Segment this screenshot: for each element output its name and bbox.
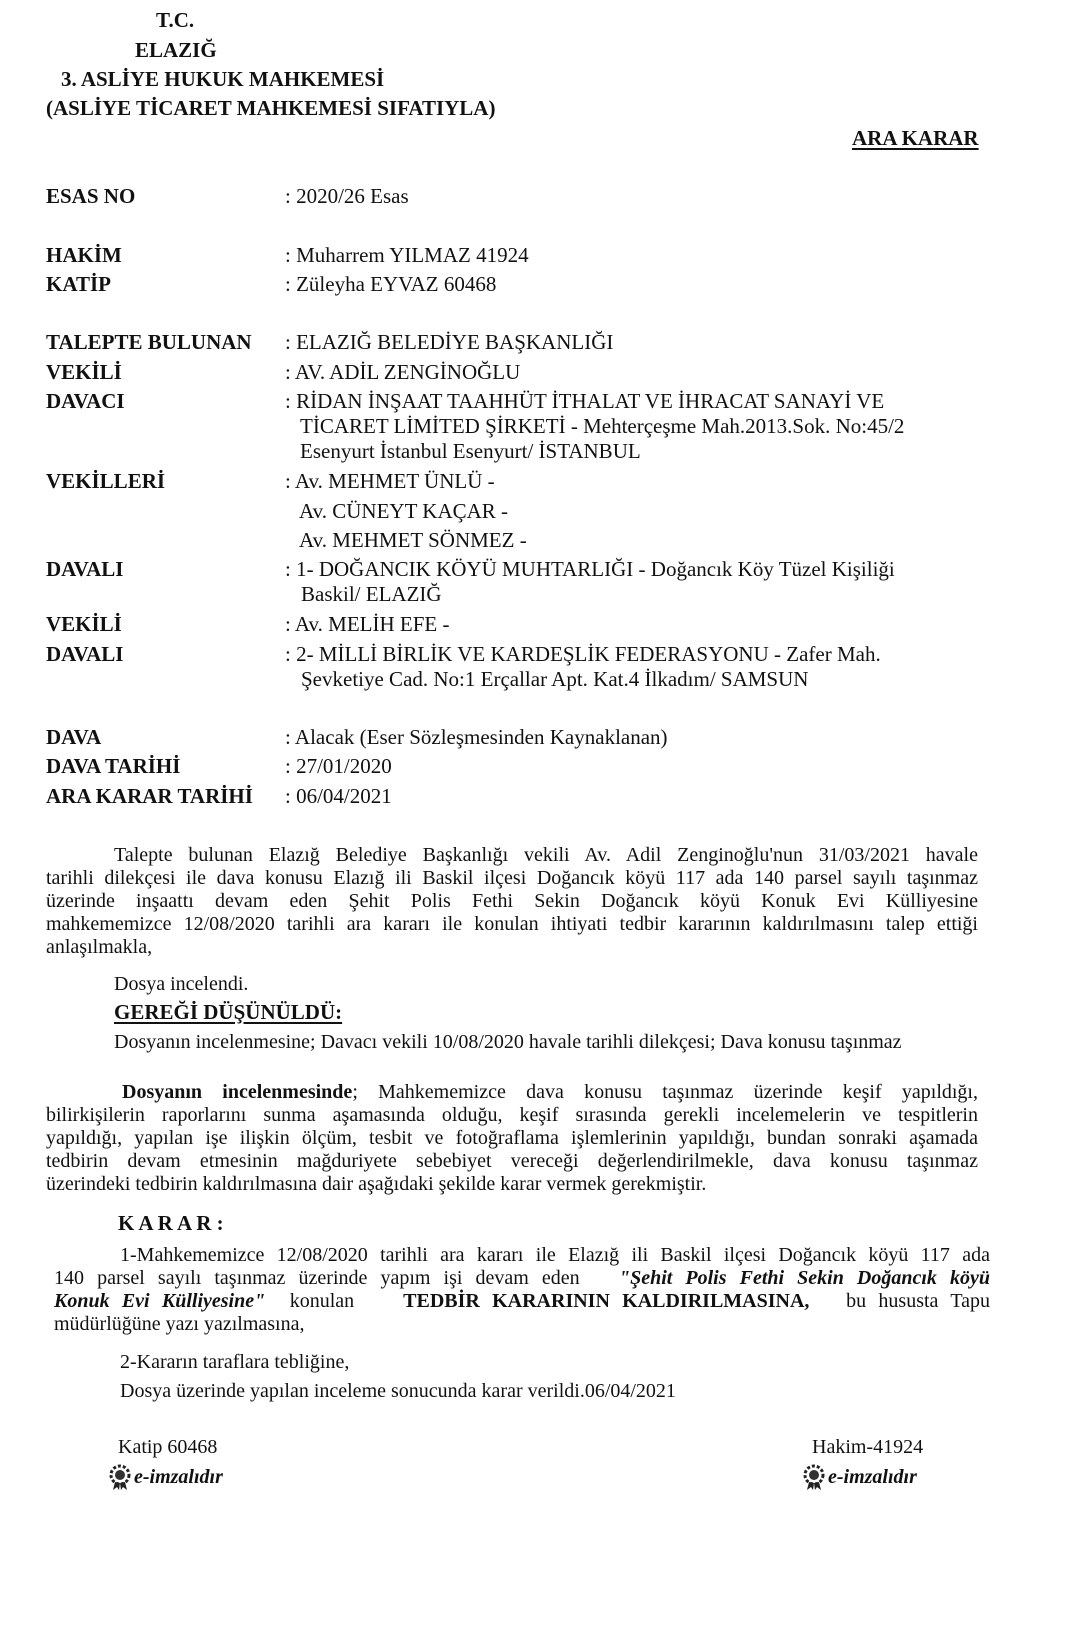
- file-examined: Dosya incelendi.: [114, 973, 249, 995]
- vekili-2-label: VEKİLİ: [46, 612, 122, 636]
- vekilleri-label: VEKİLLERİ: [46, 469, 166, 493]
- decision-item-2: 2-Kararın taraflara tebliğine,: [120, 1351, 350, 1373]
- decision-line-3-d: bu hususta Tapu: [846, 1290, 991, 1312]
- request-line-1: Talepte bulunan Elazığ Belediye Başkanlığı vekili Av. Adil Zenginoğlu'nun 31/03/2021 havale: [114, 844, 978, 866]
- e-signature-seal-icon: [108, 1464, 132, 1495]
- header-city: ELAZIĞ: [135, 38, 217, 62]
- davaci-line-1: : RİDAN İNŞAAT TAAHHÜT İTHALAT VE İHRACAT SANAYİ VE: [285, 389, 885, 413]
- ara-karar-tarihi-value: : 06/04/2021: [285, 784, 392, 808]
- vekilleri-line-2: Av. CÜNEYT KAÇAR -: [299, 499, 509, 523]
- examination-line-4: tedbirin devam etmesinin mağduriyete sebebiyet vereceği değerlendirilmekle, dava konusu taşınmaz: [46, 1150, 978, 1172]
- request-line-3: üzerinde inşaattı devam eden Şehit Polis Fethi Sekin Doğancık köyü Konuk Evi Külliyesine: [46, 890, 978, 912]
- closing-line: Dosya üzerinde yapılan inceleme sonucunda karar verildi.06/04/2021: [120, 1380, 676, 1402]
- davali-2-line-1: : 2- MİLLİ BİRLİK VE KARDEŞLİK FEDERASYONU - Zafer Mah.: [285, 642, 881, 666]
- gereği-heading: GEREĞİ DÜŞÜNÜLDÜ:: [114, 1000, 343, 1024]
- katip-esignature: [108, 1464, 223, 1495]
- davali-1-line-2: Baskil/ ELAZIĞ: [301, 582, 442, 606]
- decision-line-3-c: TEDBİR KARARININ KALDIRILMASINA,: [403, 1290, 810, 1312]
- decision-line-2-b: "Şehit Polis Fethi Sekin Doğancık köyü: [618, 1267, 991, 1289]
- karar-heading: K A R A R :: [118, 1211, 224, 1235]
- examination-line-5: üzerindeki tedbirin kaldırılmasına dair aşağıdaki şekilde karar vermek gerekmiştir.: [46, 1173, 707, 1195]
- davali-2-line-2: Şevketiye Cad. No:1 Erçallar Apt. Kat.4 İlkadım/ SAMSUN: [301, 667, 809, 691]
- dava-label: DAVA: [46, 725, 102, 749]
- vekili-value: : AV. ADİL ZENGİNOĞLU: [285, 360, 521, 384]
- vekili-2-value: : Av. MELİH EFE -: [285, 612, 450, 636]
- ara-karar-tarihi-label: ARA KARAR TARİHİ: [46, 784, 253, 808]
- request-line-2: tarihli dilekçesi ile dava konusu Elazığ ili Baskil ilçesi Doğancık köyü 117 ada 140 parsel sayılı taşınmaz: [46, 867, 978, 889]
- examination-line: Dosyanın incelenmesine; Davacı vekili 10/08/2020 havale tarihli dilekçesi; Dava konusu taşınmaz: [114, 1031, 902, 1053]
- davali-2-label: DAVALI: [46, 642, 124, 666]
- decision-line-2: [54, 1267, 990, 1290]
- decision-line-2-a: 140 parsel sayılı taşınmaz üzerinde yapım işi devam eden: [54, 1267, 580, 1289]
- davaci-label: DAVACI: [46, 389, 125, 413]
- dava-tarihi-value: : 27/01/2020: [285, 754, 392, 778]
- katip-signature-label: Katip 60468: [118, 1436, 218, 1458]
- talepte-bulunan-label: TALEPTE BULUNAN: [46, 330, 252, 354]
- court-name: 3. ASLİYE HUKUK MAHKEMESİ: [61, 67, 385, 91]
- decision-line-3-a: Konuk Evi Külliyesine": [54, 1290, 266, 1312]
- katip-value: : Züleyha EYVAZ 60468: [285, 272, 497, 296]
- davali-1-label: DAVALI: [46, 557, 124, 581]
- hakim-value: : Muharrem YILMAZ 41924: [285, 243, 529, 267]
- header-tc: T.C.: [156, 8, 195, 32]
- examination-line-1: [46, 1081, 978, 1104]
- examination-paragraph: [46, 1081, 978, 1196]
- vekilleri-line-3: Av. MEHMET SÖNMEZ -: [299, 528, 527, 552]
- davali-1-line-1: : 1- DOĞANCIK KÖYÜ MUHTARLIĞI - Doğancık Köy Tüzel Kişiliği: [285, 557, 895, 581]
- e-signature-seal-icon: [802, 1464, 826, 1495]
- dava-tarihi-label: DAVA TARİHİ: [46, 754, 181, 778]
- talepte-bulunan-value: : ELAZIĞ BELEDİYE BAŞKANLIĞI: [285, 330, 614, 354]
- decision-line-3-b: konulan: [289, 1290, 355, 1312]
- davaci-line-3: Esenyurt İstanbul Esenyurt/ İSTANBUL: [300, 439, 641, 463]
- examination-line-1-rest: ; Mahkememizce dava konusu taşınmaz üzerinde keşif yapıldığı,: [352, 1081, 978, 1103]
- court-capacity: (ASLİYE TİCARET MAHKEMESİ SIFATIYLA): [46, 96, 496, 120]
- davaci-line-2: TİCARET LİMİTED ŞİRKETİ - Mehterçeşme Mah.2013.Sok. No:45/2: [300, 414, 905, 438]
- hakim-signature-label: Hakim-41924: [812, 1436, 924, 1458]
- request-paragraph: [46, 844, 978, 959]
- request-line-5: anlaşılmakla,: [46, 936, 153, 958]
- vekilleri-line-1: : Av. MEHMET ÜNLÜ -: [285, 469, 495, 493]
- decision-line-4: müdürlüğüne yazı yazılmasına,: [54, 1313, 305, 1335]
- katip-esig-text: e-imzalıdır: [134, 1466, 223, 1489]
- esas-no-label: ESAS NO: [46, 184, 136, 208]
- katip-label: KATİP: [46, 272, 111, 296]
- examination-bold: Dosyanın incelenmesinde: [122, 1081, 353, 1103]
- decision-paragraph: [54, 1244, 990, 1336]
- vekili-label: VEKİLİ: [46, 360, 122, 384]
- examination-line-2: bilirkişilerin raporlarını sunma aşamasında olduğu, keşif sırasında gerekli incelemelerin ve tespitlerin: [46, 1104, 978, 1126]
- examination-line-3: yapıldığı, yapılan işe ilişkin ölçüm, tesbit ve fotoğraflama işlemlerinin yapıldığı, bundan sonraki aşamada: [46, 1127, 978, 1149]
- decision-line-1: 1-Mahkememizce 12/08/2020 tarihli ara kararı ile Elazığ ili Baskil ilçesi Doğancık köyü 117 ada: [120, 1244, 990, 1266]
- decision-line-3: [54, 1290, 990, 1313]
- dava-value: : Alacak (Eser Sözleşmesinden Kaynaklanan): [285, 725, 668, 749]
- request-line-4: mahkememizce 12/08/2020 tarihli ara kararı ile konulan ihtiyati tedbir kararının kaldırılmasını talep ettiği: [46, 913, 978, 935]
- hakim-label: HAKİM: [46, 243, 122, 267]
- esas-no-value: : 2020/26 Esas: [285, 184, 409, 208]
- document-type: ARA KARAR: [852, 126, 979, 150]
- hakim-esig-text: e-imzalıdır: [828, 1466, 917, 1489]
- hakim-esignature: [802, 1464, 917, 1495]
